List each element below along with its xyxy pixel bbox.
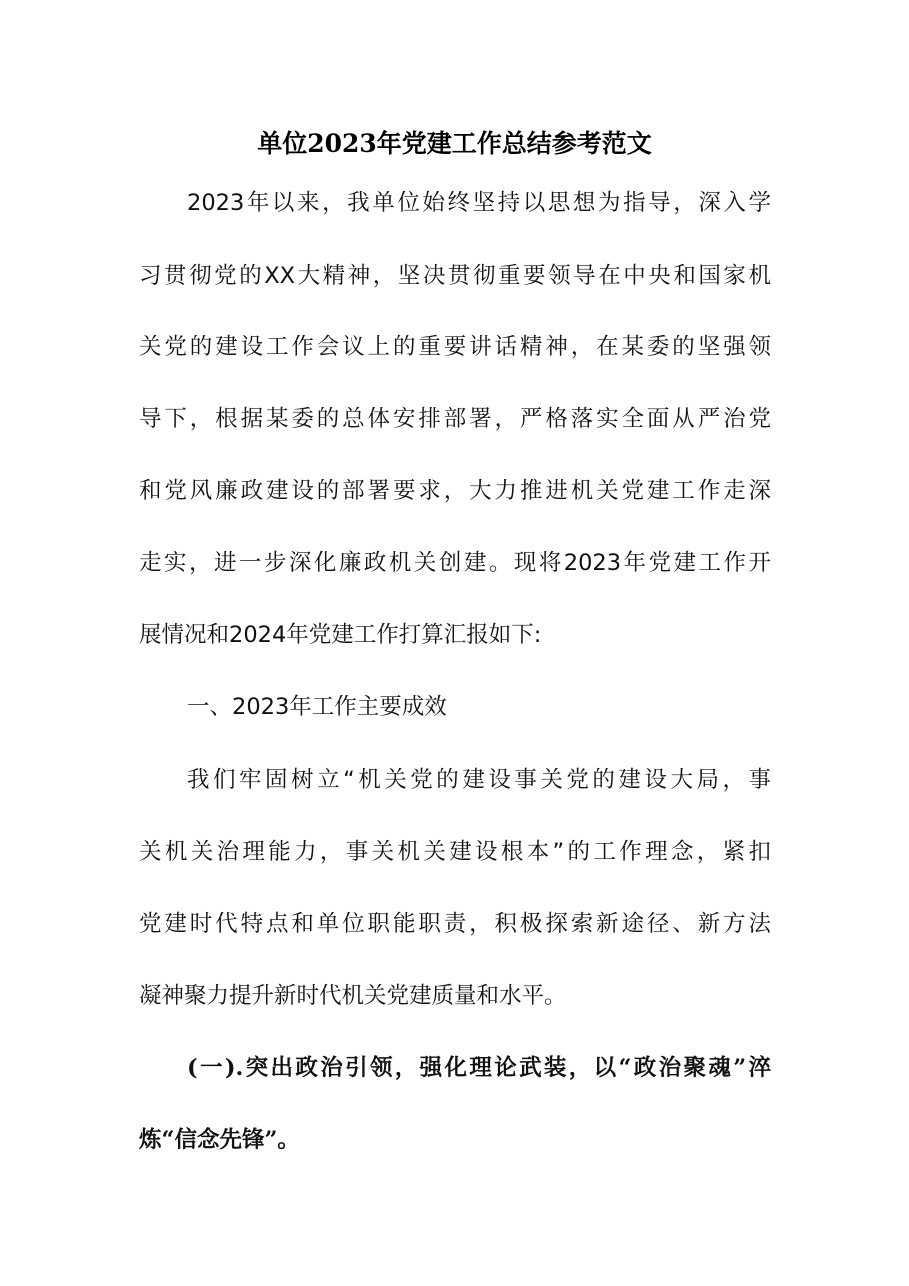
section1-line-3: 党建时代特点和单位职能职责，积极探索新途径、新方法 <box>139 911 771 937</box>
intro-line-4: 导下，根据某委的总体安排部署，严格落实全面从严治党 <box>139 406 771 432</box>
section-heading-1: 一、2023年工作主要成效 <box>187 694 447 720</box>
section1-line-2: 关机关治理能力，事关机关建设根本”的工作理念，紧扣 <box>139 839 771 865</box>
intro-line-7: 展情况和2024年党建工作打算汇报如下: <box>139 622 542 648</box>
subsection-heading-1-line-2: 炼“信念先锋”。 <box>139 1127 300 1153</box>
intro-line-1: 2023年以来，我单位始终坚持以思想为指导，深入学 <box>187 190 771 216</box>
intro-line-2: 习贯彻党的XX大精神，坚决贯彻重要领导在中央和国家机 <box>139 263 771 289</box>
document-title: 单位2023年党建工作总结参考范文 <box>257 129 652 158</box>
intro-line-6: 走实，进一步深化廉政机关创建。现将2023年党建工作开 <box>139 550 771 576</box>
subsection-heading-1-line-1: (一).突出政治引领，强化理论武装，以“政治聚魂”淬 <box>187 1055 771 1081</box>
section1-line-4: 凝神聚力提升新时代机关党建质量和水平。 <box>139 983 567 1009</box>
intro-line-5: 和党风廉政建设的部署要求，大力推进机关党建工作走深 <box>139 478 771 504</box>
section1-line-1: 我们牢固树立“机关党的建设事关党的建设大局，事 <box>187 767 771 793</box>
intro-line-3: 关党的建设工作会议上的重要讲话精神，在某委的坚强领 <box>139 334 771 360</box>
